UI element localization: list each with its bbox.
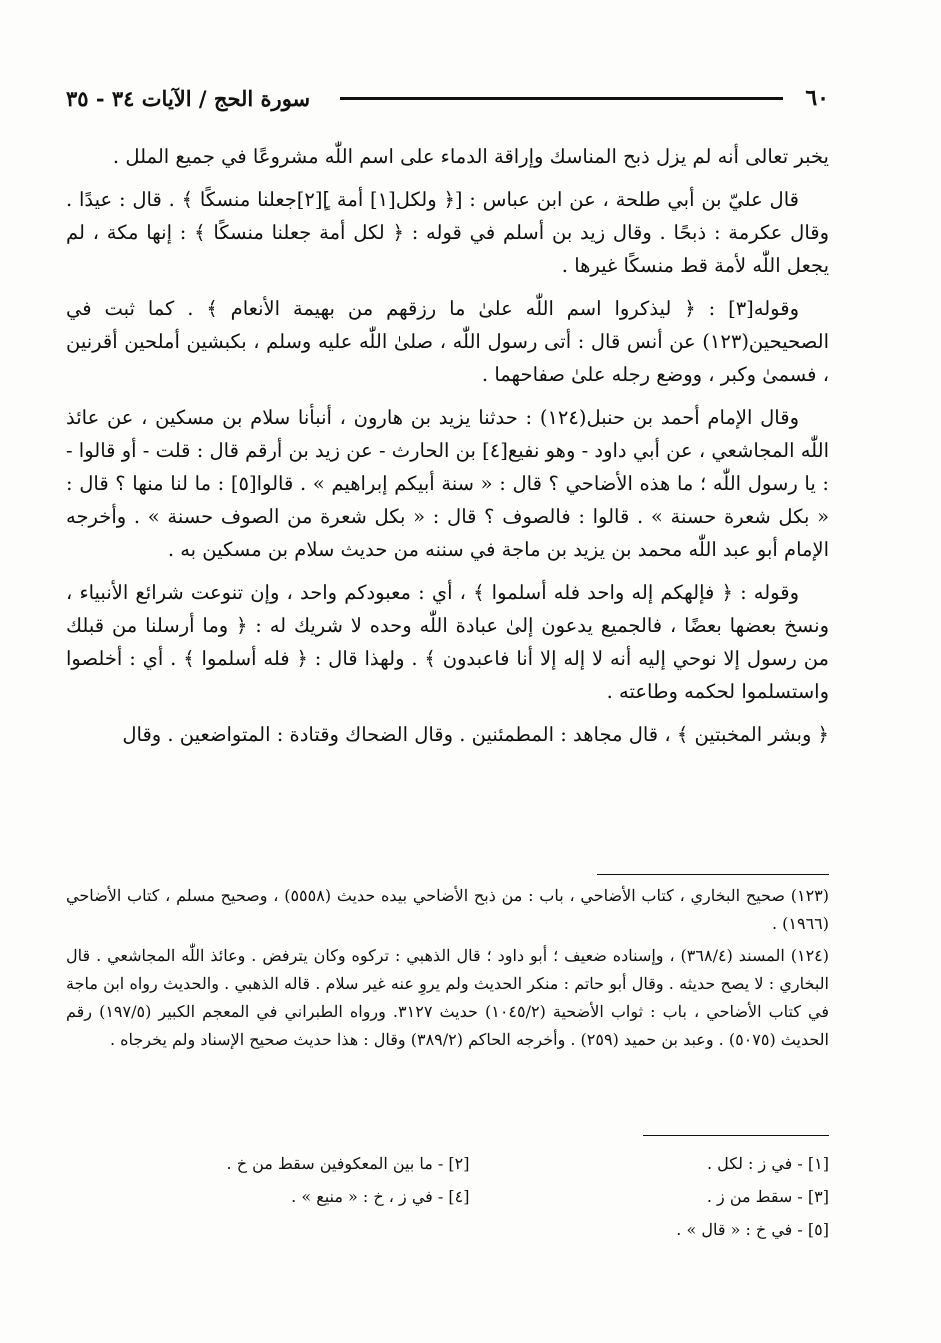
- paragraph-verse-remembrance: وقوله[٣] : ﴿ ليذكروا اسم اللّٰه علىٰ ما رزقهم من بهيمة الأنعام ﴾ . كما ثبت في الصحيحين(١٢٣) عن أنس قال : أتى رسول اللّٰه ، صلىٰ اللّٰه عليه وسلم ، بكبشين أملحين أقرنين ، فسمىٰ وكبر ، ووضع رجله علىٰ صفاحهما .: [66, 297, 829, 386]
- header-rule: [340, 97, 783, 100]
- variant-note: [٤] - في ز ، خ : « منيع » .: [291, 1187, 470, 1206]
- page-number: ٦٠: [805, 85, 829, 111]
- footnote: (١٢٣) صحيح البخاري ، كتاب الأضاحي ، باب : من ذبح الأضاحي بيده حديث (٥٥٥٨) ، وصحيح مسلم ، كتاب الأضاحي (١٩٦٦) .: [66, 886, 829, 933]
- variant-note: [١] - في ز : لكل .: [706, 1154, 829, 1173]
- variant-note: [٢] - ما بين المعكوفين سقط من خ .: [226, 1154, 470, 1173]
- variant-note: [٣] - سقط من ز .: [706, 1187, 829, 1206]
- paragraph-ahmad-hadith: وقال الإمام أحمد بن حنبل(١٢٤) : حدثنا يزيد بن هارون ، أنبأنا سلام بن مسكين ، عن عائذ اللّٰه المجاشعي ، عن أبي داود - وهو نفيع[٤] بن الحارث - عن زيد بن أرقم قال : قلت - أو قالوا - : يا رسول اللّٰه ؛ ما هذه الأضاحي ؟ قال : « سنة أبيكم إبراهيم » . قالوا[٥] : ما لنا منها ؟ قال : « بكل شعرة حسنة » . قالوا : فالصوف ؟ قال : « بكل شعرة من الصوف حسنة » . وأخرجه الإمام أبو عبد اللّٰه محمد بن يزيد بن ماجة في سننه من حديث سلام بن مسكين به .: [66, 406, 829, 561]
- paragraph-intro: يخبر تعالى أنه لم يزل ذبح المناسك وإراقة الدماء على اسم اللّٰه مشروعًا في جميع الملل .: [112, 145, 829, 168]
- main-text: [66, 140, 829, 761]
- footnotes: [66, 882, 829, 1058]
- page-header: [66, 78, 829, 118]
- paragraph-one-god: وقوله : ﴿ فإلهكم إله واحد فله أسلموا ﴾ ، أي : معبودكم واحد ، وإن تنوعت شرائع الأنبياء ، ونسخ بعضها بعضًا ، فالجميع يدعون إلىٰ عبادة اللّٰه وحده لا شريك له : ﴿ وما أرسلنا من قبلك من رسول إلا نوحي إليه أنه لا إله إلا أنا فاعبدون ﴾ . ولهذا قال : ﴿ فله أسلموا ﴾ . أي : أخلصوا واستسلموا لحكمه وطاعته .: [66, 581, 829, 703]
- variants-divider: [643, 1135, 829, 1136]
- running-title: سورة الحج / الآيات ٣٤ - ٣٥: [66, 85, 311, 111]
- paragraph-humble: ﴿ وبشر المخبتين ﴾ ، قال مجاهد : المطمئنين . وقال الضحاك وقتادة : المتواضعين . وقال: [122, 723, 829, 746]
- paragraph-ibn-abbas: قال عليّ بن أبي طلحة ، عن ابن عباس : [﴿ ولكل[١] أمة ]ٍ[٢]جعلنا منسكًا ﴾ . قال : عيدًا . وقال عكرمة : ذبحًا . وقال زيد بن أسلم في قوله : ﴿ لكل أمة جعلنا منسكًا ﴾ : إنها مكة ، لم يجعل اللّٰه لأمة قط منسكًا غيرها .: [66, 188, 829, 277]
- footnote-divider: [597, 874, 829, 875]
- manuscript-variants: [150, 1147, 829, 1246]
- footnote: (١٢٤) المسند (٣٦٨/٤) ، وإسناده ضعيف ؛ أبو داود ؛ قال الذهبي : تركوه وكان يترفض . وعائذ اللّٰه المجاشعي . قال البخاري : لا يصح حديثه . وقال أبو حاتم : منكر الحديث ولم يروِ عنه غير سلام . قاله الذهبي . والحديث رواه ابن ماجة في كتاب الأضاحي ، باب : ثواب الأضحية (١٠٤٥/٢) حديث ٣١٢٧. ورواه الطبراني في المعجم الكبير (١٩٧/٥) رقم الحديث (٥٠٧٥) . وعبد بن حميد (٢٥٩) . وأخرجه الحاكم (٣٨٩/٢) وقال : هذا حديث صحيح الإسناد ولم يخرجاه .: [66, 946, 830, 1049]
- variant-note: [٥] - في خ : « قال » .: [676, 1220, 829, 1239]
